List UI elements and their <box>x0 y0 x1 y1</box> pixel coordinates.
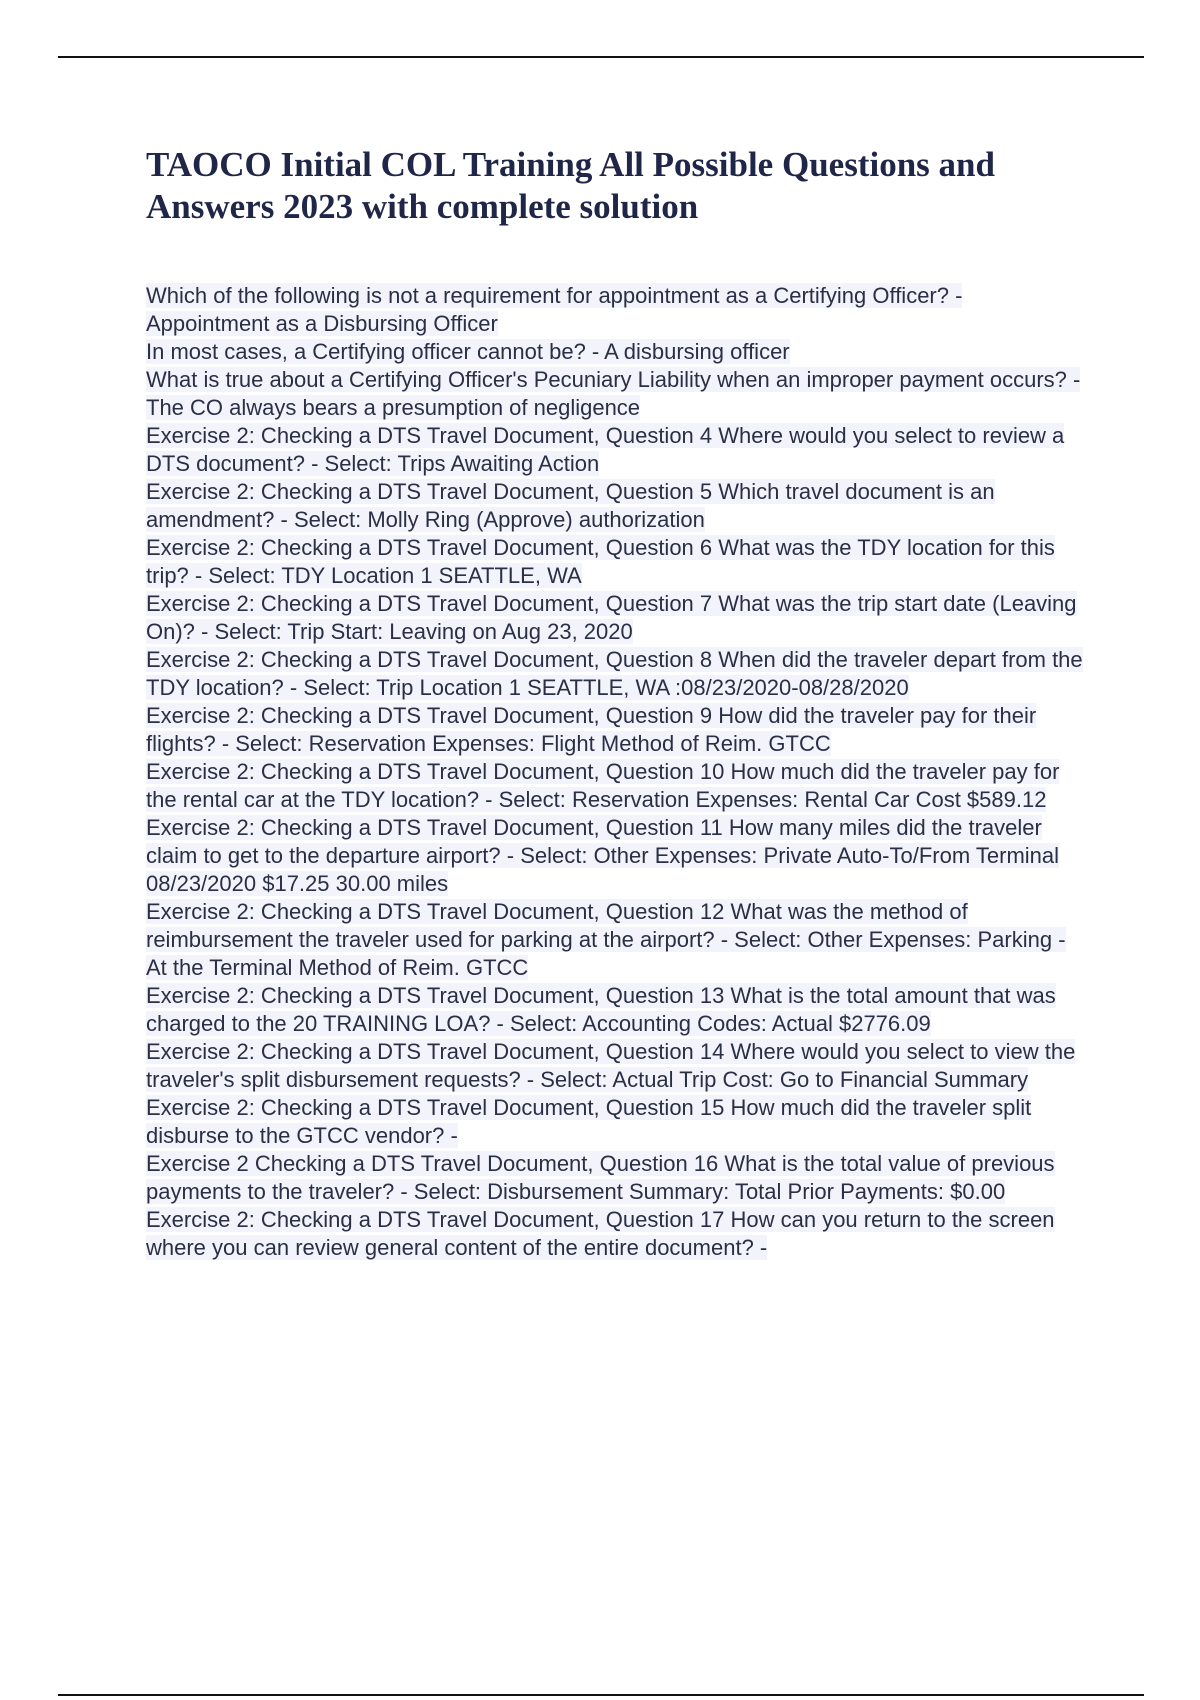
qa-item <box>146 534 1086 590</box>
qa-text: Exercise 2: Checking a DTS Travel Document, Question 12 What was the method of reimbursement the traveler used for parking at the airport? - Select: Other Expenses: Parking -At the Terminal Method of Reim. GTCC <box>146 899 1066 980</box>
qa-item <box>146 898 1086 982</box>
qa-item <box>146 982 1086 1038</box>
qa-item <box>146 422 1086 478</box>
qa-text: In most cases, a Certifying officer cannot be? - A disbursing officer <box>146 339 790 364</box>
qa-text: Exercise 2: Checking a DTS Travel Document, Question 15 How much did the traveler split disburse to the GTCC vendor? - <box>146 1095 1032 1148</box>
qa-text: Exercise 2: Checking a DTS Travel Document, Question 7 What was the trip start date (Leaving On)? - Select: Trip Start: Leaving on Aug 23, 2020 <box>146 591 1077 644</box>
document-title: TAOCO Initial COL Training All Possible Questions and Answers 2023 with complete solution <box>146 145 995 226</box>
qa-item <box>146 814 1086 898</box>
qa-item <box>146 1038 1086 1094</box>
qa-text: Exercise 2: Checking a DTS Travel Document, Question 14 Where would you select to view the traveler's split disbursement requests? - Select: Actual Trip Cost: Go to Financial Summary <box>146 1039 1076 1092</box>
qa-item <box>146 590 1086 646</box>
qa-item <box>146 702 1086 758</box>
qa-item <box>146 1206 1086 1262</box>
qa-text: Exercise 2: Checking a DTS Travel Document, Question 5 Which travel document is an amendment? - Select: Molly Ring (Approve) authorization <box>146 479 995 532</box>
qa-item <box>146 1094 1086 1150</box>
bottom-rule <box>58 1694 1144 1696</box>
qa-item <box>146 758 1086 814</box>
qa-text: Exercise 2: Checking a DTS Travel Document, Question 11 How many miles did the traveler claim to get to the departure airport? - Select: Other Expenses: Private Auto-To/From Terminal 08/23/2020 $17.25 30.00 miles <box>146 815 1060 896</box>
qa-item <box>146 282 1086 338</box>
top-rule <box>58 56 1144 58</box>
qa-text: Exercise 2 Checking a DTS Travel Document, Question 16 What is the total value of previous payments to the traveler? - Select: Disbursement Summary: Total Prior Payments: $0.00 <box>146 1151 1055 1204</box>
qa-text: Exercise 2: Checking a DTS Travel Document, Question 8 When did the traveler depart from the TDY location? - Select: Trip Location 1 SEATTLE, WA :08/23/2020-08/28/2020 <box>146 647 1083 700</box>
qa-text: Exercise 2: Checking a DTS Travel Document, Question 9 How did the traveler pay for their flights? - Select: Reservation Expenses: Flight Method of Reim. GTCC <box>146 703 1037 756</box>
qa-item <box>146 646 1086 702</box>
qa-text: Exercise 2: Checking a DTS Travel Document, Question 6 What was the TDY location for this trip? - Select: TDY Location 1 SEATTLE, WA <box>146 535 1055 588</box>
qa-text: Exercise 2: Checking a DTS Travel Document, Question 13 What is the total amount that was charged to the 20 TRAINING LOA? - Select: Accounting Codes: Actual $2776.09 <box>146 983 1056 1036</box>
qa-item <box>146 1150 1086 1206</box>
qa-text: What is true about a Certifying Officer's Pecuniary Liability when an improper payment occurs? - The CO always bears a presumption of negligence <box>146 367 1081 420</box>
qa-list <box>146 282 1086 1262</box>
qa-text: Which of the following is not a requirement for appointment as a Certifying Officer? - Appointment as a Disbursing Officer <box>146 283 963 336</box>
qa-text: Exercise 2: Checking a DTS Travel Document, Question 10 How much did the traveler pay for the rental car at the TDY location? - Select: Reservation Expenses: Rental Car Cost $589.12 <box>146 759 1060 812</box>
qa-text: Exercise 2: Checking a DTS Travel Document, Question 17 How can you return to the screen where you can review general content of the entire document? - <box>146 1207 1055 1260</box>
qa-text: Exercise 2: Checking a DTS Travel Document, Question 4 Where would you select to review a DTS document? - Select: Trips Awaiting Action <box>146 423 1065 476</box>
qa-item <box>146 478 1086 534</box>
qa-item <box>146 338 1086 366</box>
qa-item <box>146 366 1086 422</box>
